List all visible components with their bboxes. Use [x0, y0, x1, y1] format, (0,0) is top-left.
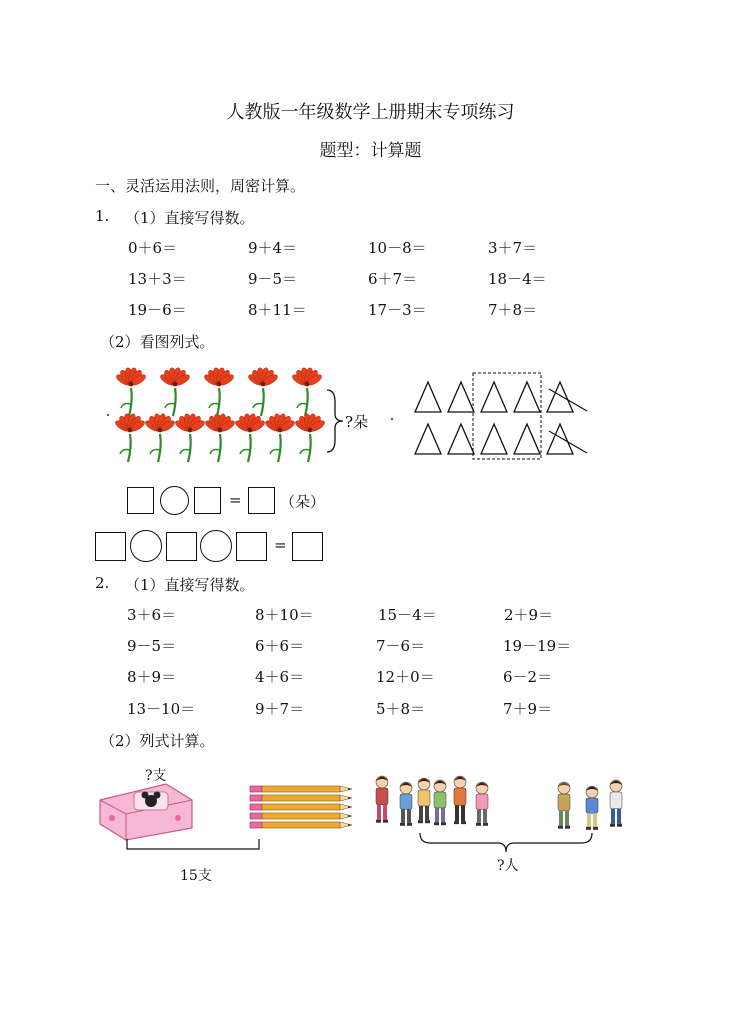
flower-icon	[291, 367, 323, 416]
q2-number: 2.	[95, 574, 110, 592]
pencil-total: 15支	[180, 868, 212, 884]
answer-box[interactable]	[127, 487, 154, 514]
flower-icon	[144, 413, 176, 462]
equals-sign: =	[274, 536, 287, 554]
pencil-icon	[250, 804, 352, 810]
answer-box[interactable]	[248, 487, 275, 514]
flower-icon	[115, 367, 147, 416]
operator-circle[interactable]	[130, 530, 162, 562]
pencils-icon	[250, 782, 358, 830]
equation: 9＋4＝	[248, 239, 298, 257]
child-icon	[558, 782, 570, 829]
pencil-icon	[250, 786, 352, 792]
answer-box[interactable]	[166, 532, 197, 561]
equation: 4＋6＝	[255, 668, 305, 686]
child-icon	[434, 780, 446, 825]
child-icon	[586, 786, 598, 830]
page-subtitle: 题型：计算题	[319, 141, 422, 161]
unit-label: （朵）	[280, 493, 326, 511]
operator-circle[interactable]	[200, 530, 232, 562]
answer-box[interactable]	[95, 532, 126, 561]
triangle-icon	[415, 382, 441, 412]
equation: 13＋3＝	[128, 270, 187, 288]
pencil-icon	[250, 795, 352, 801]
q1-part1-label: （1）直接写得数。	[125, 209, 255, 227]
children-group-right-icon	[550, 774, 635, 834]
equation: 19－6＝	[128, 301, 187, 319]
equation: 7＋8＝	[488, 301, 538, 319]
flower-icon	[159, 367, 191, 416]
pencil-icon	[250, 822, 352, 828]
equation: 8＋10＝	[255, 606, 314, 624]
q2-part2-label: （2）列式计算。	[100, 732, 215, 750]
page-title: 人教版一年级数学上册期末专项练习	[226, 102, 515, 123]
triangle-icon	[448, 424, 474, 454]
equation: 8＋9＝	[127, 668, 177, 686]
child-icon	[376, 776, 388, 823]
flower-icon	[234, 413, 266, 462]
equation: 18－4＝	[488, 270, 547, 288]
triangle-icon	[514, 424, 540, 454]
crossed-triangle-icon	[547, 424, 587, 454]
pencil-case-icon	[96, 778, 196, 844]
operator-circle[interactable]	[160, 486, 189, 515]
equation: 6＋7＝	[368, 270, 418, 288]
answer-box[interactable]	[194, 487, 221, 514]
flower-icon	[264, 413, 296, 462]
crossed-triangle-icon	[547, 382, 587, 412]
flower-icon	[204, 413, 236, 462]
child-icon	[418, 778, 430, 823]
child-icon	[610, 780, 622, 827]
triangle-icon	[448, 382, 474, 412]
flower-illustration	[105, 368, 345, 463]
equation: 19－19＝	[503, 637, 572, 655]
answer-box[interactable]	[236, 532, 267, 561]
equation: 10－8＝	[368, 239, 427, 257]
q1-number: 1.	[95, 207, 110, 225]
child-icon	[400, 782, 412, 826]
brace-icon	[325, 388, 345, 454]
flower-question: ?朵	[345, 413, 369, 431]
triangle-icon	[481, 382, 507, 412]
triangle-icon	[514, 382, 540, 412]
q1-part2-label: （2）看图列式。	[100, 333, 215, 351]
pencil-icon	[250, 813, 352, 819]
equation: 13－10＝	[127, 700, 196, 718]
equation: 0＋6＝	[128, 239, 178, 257]
equation: 9－5＝	[127, 637, 177, 655]
equation: 5＋8＝	[376, 700, 426, 718]
equation: 3＋7＝	[488, 239, 538, 257]
children-group-left-icon	[372, 770, 497, 834]
equation: 8＋11＝	[248, 301, 307, 319]
equation: 6－2＝	[503, 668, 553, 686]
people-question: ?人	[497, 858, 519, 874]
child-icon	[476, 782, 488, 826]
section-heading: 一、灵活运用法则，周密计算。	[95, 177, 306, 195]
triangle-icon	[481, 424, 507, 454]
equation: 9＋7＝	[255, 700, 305, 718]
flower-icon	[203, 367, 235, 416]
equation: 12＋0＝	[376, 668, 435, 686]
people-brace-icon	[418, 832, 594, 854]
flower-icon	[114, 413, 146, 462]
pencil-bracket-icon	[126, 838, 260, 856]
answer-box[interactable]	[292, 532, 323, 561]
flower-icon	[247, 367, 279, 416]
equation: 7－6＝	[376, 637, 426, 655]
child-icon	[454, 776, 466, 824]
equation: 15－4＝	[378, 606, 437, 624]
equation: 6＋6＝	[255, 637, 305, 655]
flower-icon	[294, 413, 326, 462]
pencil-question: ?支	[145, 768, 167, 784]
equation: 9－5＝	[248, 270, 298, 288]
equation: 17－3＝	[368, 301, 427, 319]
triangle-illustration	[410, 372, 590, 464]
equation: 7＋9＝	[503, 700, 553, 718]
equation: 2＋9＝	[504, 606, 554, 624]
equation: 3＋6＝	[127, 606, 177, 624]
dashed-frame	[473, 373, 541, 459]
equals-sign: =	[229, 491, 242, 509]
triangle-icon	[415, 424, 441, 454]
flower-icon	[174, 413, 206, 462]
q2-part1-label: （1）直接写得数。	[125, 576, 255, 594]
